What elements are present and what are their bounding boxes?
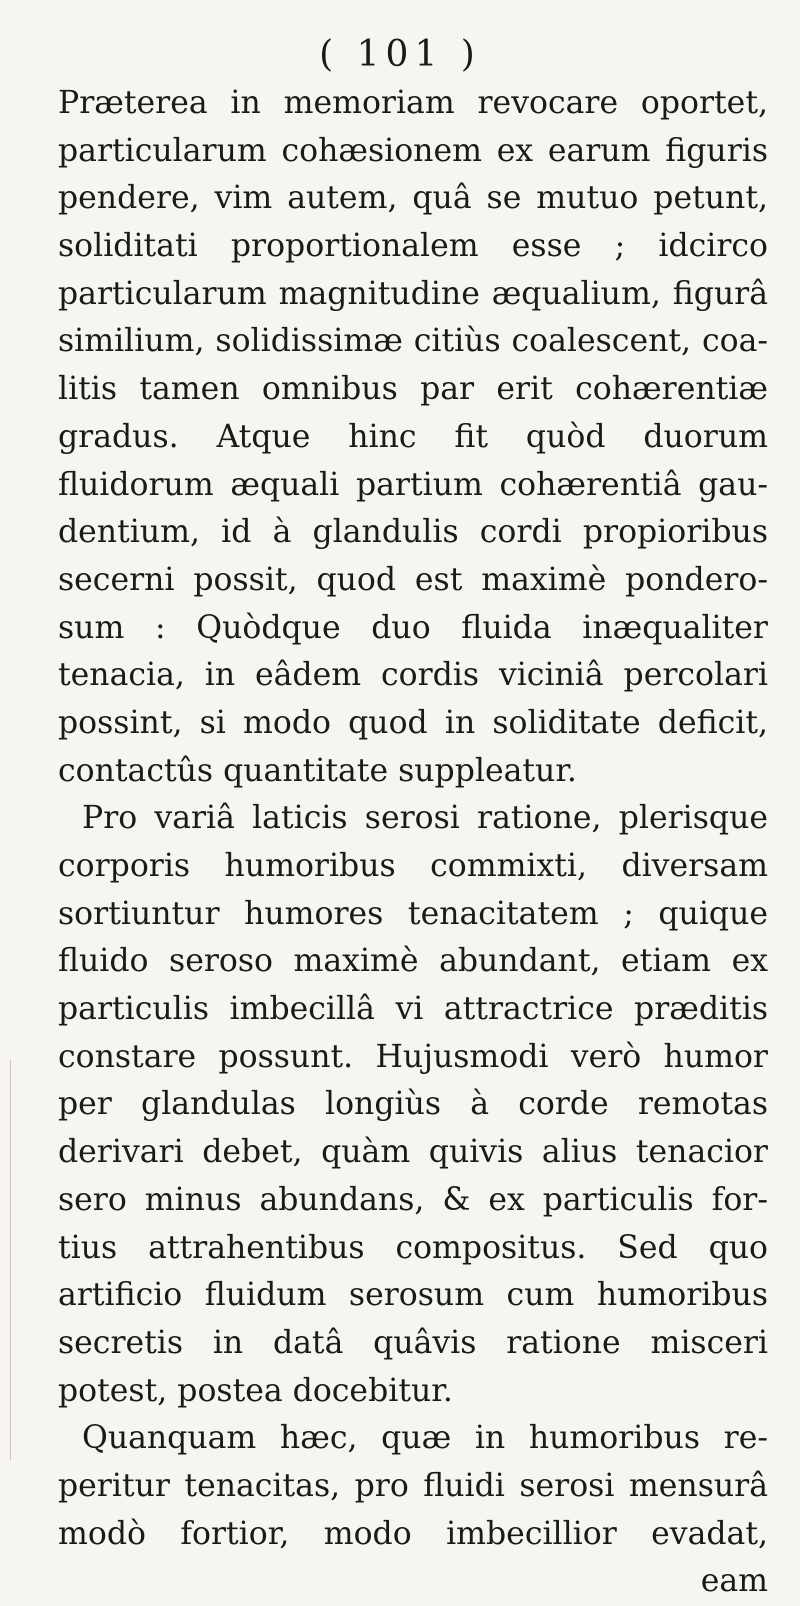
text-line: artificio fluidum serosum cum humoribus	[58, 1277, 768, 1314]
text-line: pendere, vim autem, quâ se mutuo petunt,	[58, 180, 768, 217]
text-line: tius attrahentibus compositus. Sed quo	[58, 1229, 768, 1266]
text-line: sortiuntur humores tenacitatem ; quique	[58, 895, 768, 932]
text-line: potest, postea docebitur.	[58, 1372, 453, 1409]
text-line: dentium, id à glandulis cordi propioribus	[58, 514, 768, 551]
text-line: corporis humoribus commixti, diversam	[58, 848, 768, 884]
text-line: particularum magnitudine æqualium, figurâ	[58, 275, 768, 312]
margin-rule	[10, 1060, 11, 1460]
catchword: eam	[700, 1563, 768, 1600]
text-line: derivari debet, quàm quivis alius tenacior	[58, 1134, 768, 1171]
text-line: Præterea in memoriam revocare oportet,	[58, 85, 768, 121]
text-line: secretis in datâ quâvis ratione misceri	[58, 1324, 768, 1361]
text-line: similium, solidissimæ citiùs coalescent, coa-	[58, 323, 768, 360]
text-line: per glandulas longiùs à corde remotas	[58, 1086, 768, 1123]
text-line: tenacia, in eâdem cordis viciniâ percolari	[58, 657, 768, 694]
body-text	[58, 80, 768, 1606]
text-line: contactûs quantitate suppleatur.	[58, 752, 577, 789]
text-line: Pro variâ laticis serosi ratione, plerisque	[82, 800, 768, 837]
text-line: Quanquam hæc, quæ in humoribus re-	[82, 1420, 768, 1457]
text-line: constare possunt. Hujusmodi verò humor	[58, 1038, 768, 1075]
text-line: litis tamen omnibus par erit cohærentiæ	[58, 371, 768, 408]
page-number: ( 101 )	[319, 34, 481, 75]
text-line: sero minus abundans, & ex particulis for-	[58, 1181, 768, 1218]
text-line: secerni possit, quod est maximè pondero-	[58, 561, 768, 598]
text-line: gradus. Atque hinc fit quòd duorum	[58, 418, 768, 455]
text-line: sum : Quòdque duo fluida inæqualiter	[58, 609, 768, 646]
text-line: soliditati proportionalem esse ; idcirco	[58, 228, 768, 265]
text-line: particularum cohæsionem ex earum figuris	[58, 132, 768, 169]
text-line: peritur tenacitas, pro fluidi serosi mensurâ	[58, 1467, 768, 1504]
text-line: particulis imbecillâ vi attractrice præditis	[58, 991, 768, 1028]
text-line: fluido seroso maximè abundant, etiam ex	[58, 943, 768, 980]
text-line: fluidorum æquali partium cohærentiâ gau-	[58, 466, 768, 503]
text-line: possint, si modo quod in soliditate deficit,	[58, 704, 768, 741]
text-line: modò fortior, modo imbecillior evadat,	[58, 1515, 768, 1552]
